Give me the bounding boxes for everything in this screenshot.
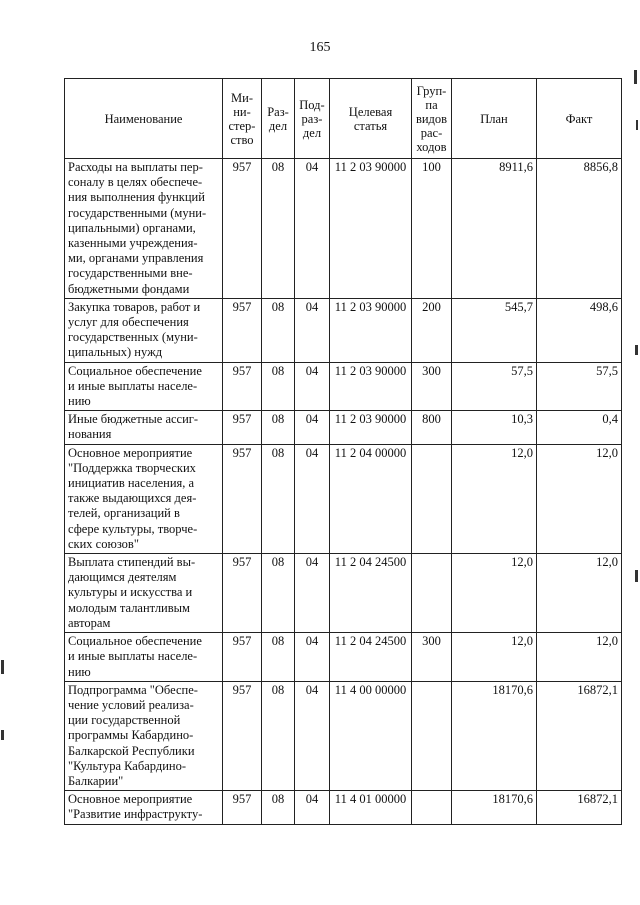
table-row <box>65 362 622 411</box>
cell-plan: 12,0 <box>452 633 537 682</box>
table-row <box>65 444 622 553</box>
header-group: Груп- па видов рас- ходов <box>412 79 452 159</box>
cell-group <box>412 444 452 553</box>
header-target: Целевая статья <box>330 79 412 159</box>
cell-subsection: 04 <box>295 791 330 824</box>
table-header <box>65 79 622 159</box>
cell-fact: 16872,1 <box>537 791 622 824</box>
cell-fact: 12,0 <box>537 554 622 633</box>
table-row <box>65 298 622 362</box>
cell-subsection: 04 <box>295 554 330 633</box>
cell-fact: 8856,8 <box>537 159 622 299</box>
page-number: 165 <box>309 40 331 55</box>
budget-table <box>64 78 622 825</box>
cell-name: Иные бюджетные ассиг- нования <box>65 411 223 444</box>
scan-mark <box>635 345 638 355</box>
cell-name: Выплата стипендий вы- дающимся деятелям культуры и искусства и молодым талантливым авторам <box>65 554 223 633</box>
cell-section: 08 <box>262 159 295 299</box>
cell-name: Закупка товаров, работ и услуг для обеспечения государственных (муни- ципальных) нужд <box>65 298 223 362</box>
cell-plan: 18170,6 <box>452 681 537 790</box>
cell-ministry: 957 <box>223 159 262 299</box>
cell-section: 08 <box>262 444 295 553</box>
cell-subsection: 04 <box>295 362 330 411</box>
cell-name: Социальное обеспечение и иные выплаты населе- нию <box>65 362 223 411</box>
cell-group <box>412 791 452 824</box>
cell-subsection: 04 <box>295 411 330 444</box>
cell-group: 300 <box>412 633 452 682</box>
cell-group <box>412 681 452 790</box>
cell-fact: 12,0 <box>537 633 622 682</box>
table-body <box>65 159 622 825</box>
cell-plan: 18170,6 <box>452 791 537 824</box>
header-ministry: Ми- ни- стер- ство <box>223 79 262 159</box>
cell-plan: 545,7 <box>452 298 537 362</box>
cell-target: 11 2 03 90000 <box>330 362 412 411</box>
cell-section: 08 <box>262 411 295 444</box>
cell-section: 08 <box>262 362 295 411</box>
cell-section: 08 <box>262 554 295 633</box>
table-row <box>65 791 622 824</box>
cell-group: 200 <box>412 298 452 362</box>
cell-plan: 10,3 <box>452 411 537 444</box>
cell-target: 11 4 00 00000 <box>330 681 412 790</box>
cell-name: Подпрограмма "Обеспе- чение условий реализа- ции государственной программы Кабардино- Балкарской Республики "Культура Кабардино- Балкарии" <box>65 681 223 790</box>
scan-mark <box>635 570 638 582</box>
cell-subsection: 04 <box>295 633 330 682</box>
header-name: Наименование <box>65 79 223 159</box>
cell-section: 08 <box>262 791 295 824</box>
cell-fact: 16872,1 <box>537 681 622 790</box>
cell-fact: 57,5 <box>537 362 622 411</box>
cell-fact: 12,0 <box>537 444 622 553</box>
cell-target: 11 2 03 90000 <box>330 159 412 299</box>
cell-group: 300 <box>412 362 452 411</box>
header-fact: Факт <box>537 79 622 159</box>
cell-ministry: 957 <box>223 444 262 553</box>
cell-target: 11 2 04 24500 <box>330 633 412 682</box>
cell-plan: 12,0 <box>452 554 537 633</box>
cell-subsection: 04 <box>295 681 330 790</box>
cell-ministry: 957 <box>223 411 262 444</box>
cell-subsection: 04 <box>295 159 330 299</box>
scan-mark <box>634 70 637 84</box>
cell-name: Основное мероприятие "Поддержка творческих инициатив населения, а также выдающихся дея- телей, организаций в сфере культуры, творче- ских союзов" <box>65 444 223 553</box>
cell-target: 11 2 03 90000 <box>330 411 412 444</box>
cell-ministry: 957 <box>223 791 262 824</box>
cell-plan: 12,0 <box>452 444 537 553</box>
cell-target: 11 2 03 90000 <box>330 298 412 362</box>
cell-target: 11 2 04 00000 <box>330 444 412 553</box>
cell-name: Расходы на выплаты пер- соналу в целях обеспече- ния выполнения функций государственными (муни- ципальными) органами, казенными учреждения- ми, органами управления государственными вне- бюджетными фондами <box>65 159 223 299</box>
cell-subsection: 04 <box>295 298 330 362</box>
cell-plan: 8911,6 <box>452 159 537 299</box>
cell-ministry: 957 <box>223 554 262 633</box>
scan-mark <box>636 120 638 130</box>
cell-ministry: 957 <box>223 681 262 790</box>
cell-section: 08 <box>262 298 295 362</box>
header-plan: План <box>452 79 537 159</box>
header-section: Раз- дел <box>262 79 295 159</box>
cell-fact: 0,4 <box>537 411 622 444</box>
table-row <box>65 681 622 790</box>
cell-ministry: 957 <box>223 362 262 411</box>
cell-name: Основное мероприятие "Развитие инфраструкту- <box>65 791 223 824</box>
scan-mark <box>1 660 4 674</box>
table-row <box>65 159 622 299</box>
cell-group: 800 <box>412 411 452 444</box>
cell-ministry: 957 <box>223 633 262 682</box>
cell-section: 08 <box>262 681 295 790</box>
cell-target: 11 2 04 24500 <box>330 554 412 633</box>
scan-mark <box>1 730 4 740</box>
cell-ministry: 957 <box>223 298 262 362</box>
cell-name: Социальное обеспечение и иные выплаты населе- нию <box>65 633 223 682</box>
cell-fact: 498,6 <box>537 298 622 362</box>
cell-target: 11 4 01 00000 <box>330 791 412 824</box>
cell-plan: 57,5 <box>452 362 537 411</box>
cell-section: 08 <box>262 633 295 682</box>
table-row <box>65 411 622 444</box>
table-row <box>65 633 622 682</box>
table-row <box>65 554 622 633</box>
header-subsection: Под- раз- дел <box>295 79 330 159</box>
cell-subsection: 04 <box>295 444 330 553</box>
cell-group <box>412 554 452 633</box>
cell-group: 100 <box>412 159 452 299</box>
